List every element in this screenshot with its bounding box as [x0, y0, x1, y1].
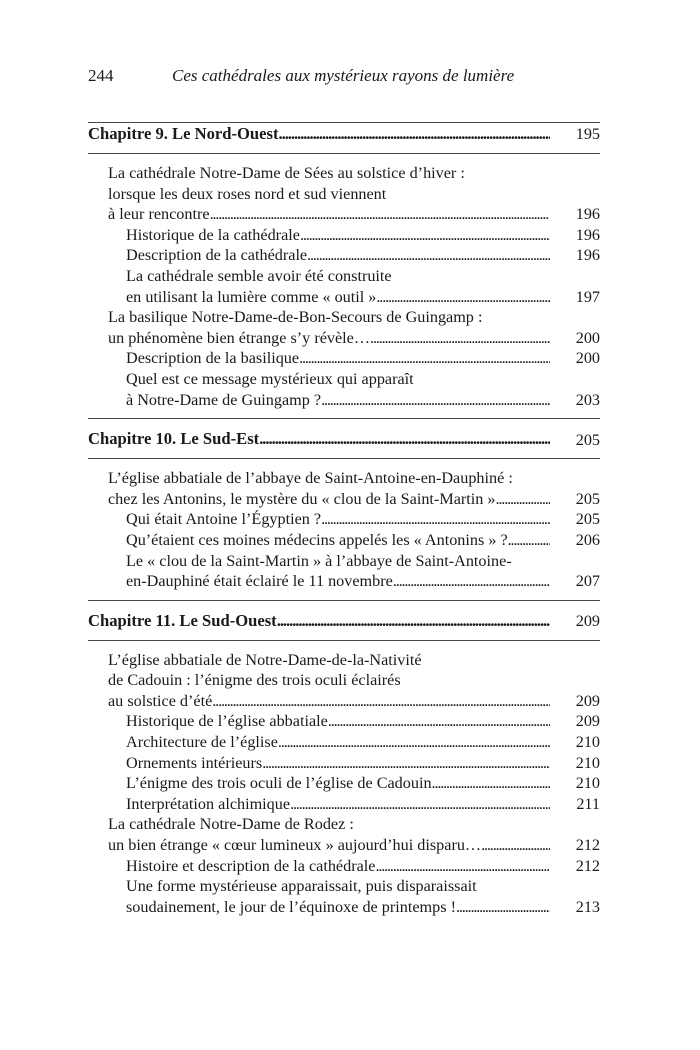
page-ref: 205 [575, 430, 600, 449]
entry-line: à Notre-Dame de Guingamp ? [126, 390, 322, 409]
toc-chapter-10[interactable] [88, 428, 600, 450]
page-ref: 209 [575, 712, 600, 731]
page-ref: 195 [575, 125, 600, 144]
entry-line: La cathédrale semble avoir été construite [126, 266, 392, 285]
page-ref: 197 [575, 287, 600, 306]
toc-subentry[interactable] [88, 876, 600, 917]
page-number: 244 [88, 66, 114, 85]
toc-subentry[interactable] [88, 856, 600, 877]
entry-line: Qui était Antoine l’Égyptien ? [126, 510, 322, 529]
entry-line: soudainement, le jour de l’équinoxe de printemps ! [126, 897, 456, 916]
toc-subentry[interactable] [88, 509, 600, 530]
toc-subentry[interactable] [88, 266, 600, 307]
entry-line: un bien étrange « cœur lumineux » aujourd’hui disparu… [108, 836, 482, 855]
entry-line: L’énigme des trois oculi de l’église de Cadouin [126, 774, 432, 793]
page-ref: 206 [575, 530, 600, 549]
entry-line: Une forme mystérieuse apparaissait, puis disparaissait [126, 877, 477, 896]
entry-line: lorsque les deux roses nord et sud viennent [108, 184, 387, 203]
toc-chapter-11[interactable] [88, 610, 600, 632]
page-ref: 196 [575, 225, 600, 244]
table-of-contents [88, 122, 600, 917]
page-ref: 207 [575, 572, 600, 591]
chapter-title: Chapitre 9. Le Nord-Ouest [88, 124, 279, 143]
page-ref: 205 [575, 489, 600, 508]
entry-line: chez les Antonins, le mystère du « clou de la Saint-Martin » [108, 489, 496, 508]
entry-line: au solstice d’été [108, 691, 213, 710]
toc-subentry[interactable] [88, 245, 600, 266]
entry-line: Historique de l’église abbatiale [126, 712, 328, 731]
page-ref: 213 [575, 897, 600, 916]
toc-chapter-9[interactable] [88, 123, 600, 145]
entry-line: La basilique Notre-Dame-de-Bon-Secours de Guingamp : [108, 308, 483, 327]
toc-subentry[interactable] [88, 711, 600, 732]
toc-subentry[interactable] [88, 753, 600, 774]
page-ref: 196 [575, 246, 600, 265]
toc-subentry[interactable] [88, 530, 600, 551]
page-ref: 200 [575, 349, 600, 368]
entry-line: Quel est ce message mystérieux qui apparaît [126, 369, 414, 388]
page-ref: 196 [575, 205, 600, 224]
toc-subentry[interactable] [88, 225, 600, 246]
running-header [88, 66, 588, 86]
running-title: Ces cathédrales aux mystérieux rayons de lumière [172, 66, 515, 85]
entry-line: Ornements intérieurs [126, 753, 263, 772]
page-ref: 203 [575, 390, 600, 409]
entry-line: à leur rencontre [108, 205, 210, 224]
entry-line: de Cadouin : l’énigme des trois oculi éclairés [108, 671, 401, 690]
entry-line: La cathédrale Notre-Dame de Rodez : [108, 815, 354, 834]
entry-line: L’église abbatiale de l’abbaye de Saint-Antoine-en-Dauphiné : [108, 469, 513, 488]
chapter-separator [88, 640, 600, 641]
toc-entry[interactable] [88, 650, 600, 712]
page-ref: 212 [575, 856, 600, 875]
entry-line: Description de la basilique [126, 349, 300, 368]
entry-line: La cathédrale Notre-Dame de Sées au solstice d’hiver : [108, 164, 465, 182]
toc-entry[interactable] [88, 468, 600, 509]
entry-line: en-Dauphiné était éclairé le 11 novembre [126, 572, 393, 591]
toc-entry[interactable] [88, 307, 600, 348]
chapter-separator [88, 418, 600, 419]
page-ref: 210 [575, 753, 600, 772]
toc-entry[interactable] [88, 814, 600, 855]
chapter-title: Chapitre 11. Le Sud-Ouest [88, 610, 277, 630]
toc-subentry[interactable] [88, 369, 600, 410]
toc-entry[interactable] [88, 163, 600, 225]
chapter-separator [88, 458, 600, 459]
page-ref: 209 [575, 691, 600, 710]
page-ref: 200 [575, 328, 600, 347]
entry-line: Architecture de l’église [126, 733, 278, 752]
page-ref: 212 [575, 836, 600, 855]
entry-line: L’église abbatiale de Notre-Dame-de-la-Nativité [108, 650, 422, 669]
toc-subentry[interactable] [88, 732, 600, 753]
page-ref: 209 [575, 612, 600, 631]
page-ref: 205 [575, 510, 600, 529]
page-ref: 210 [575, 733, 600, 752]
toc-subentry[interactable] [88, 551, 600, 592]
entry-line: Qu’étaient ces moines médecins appelés les « Antonins » ? [126, 530, 508, 549]
chapter-title: Chapitre 10. Le Sud-Est [88, 429, 260, 449]
chapter-separator [88, 600, 600, 601]
page-ref: 210 [575, 774, 600, 793]
page-ref: 211 [576, 794, 600, 813]
entry-line: Historique de la cathédrale [126, 225, 300, 244]
toc-subentry[interactable] [88, 348, 600, 369]
entry-line: Histoire et description de la cathédrale [126, 856, 376, 875]
entry-line: Le « clou de la Saint-Martin » à l’abbaye de Saint-Antoine- [126, 551, 512, 570]
entry-line: Description de la cathédrale [126, 246, 308, 265]
entry-line: un phénomène bien étrange s’y révèle… [108, 328, 371, 347]
entry-line: Interprétation alchimique [126, 794, 291, 813]
toc-subentry[interactable] [88, 794, 600, 815]
chapter-separator [88, 153, 600, 154]
entry-line: en utilisant la lumière comme « outil » [126, 287, 377, 306]
toc-subentry[interactable] [88, 773, 600, 794]
